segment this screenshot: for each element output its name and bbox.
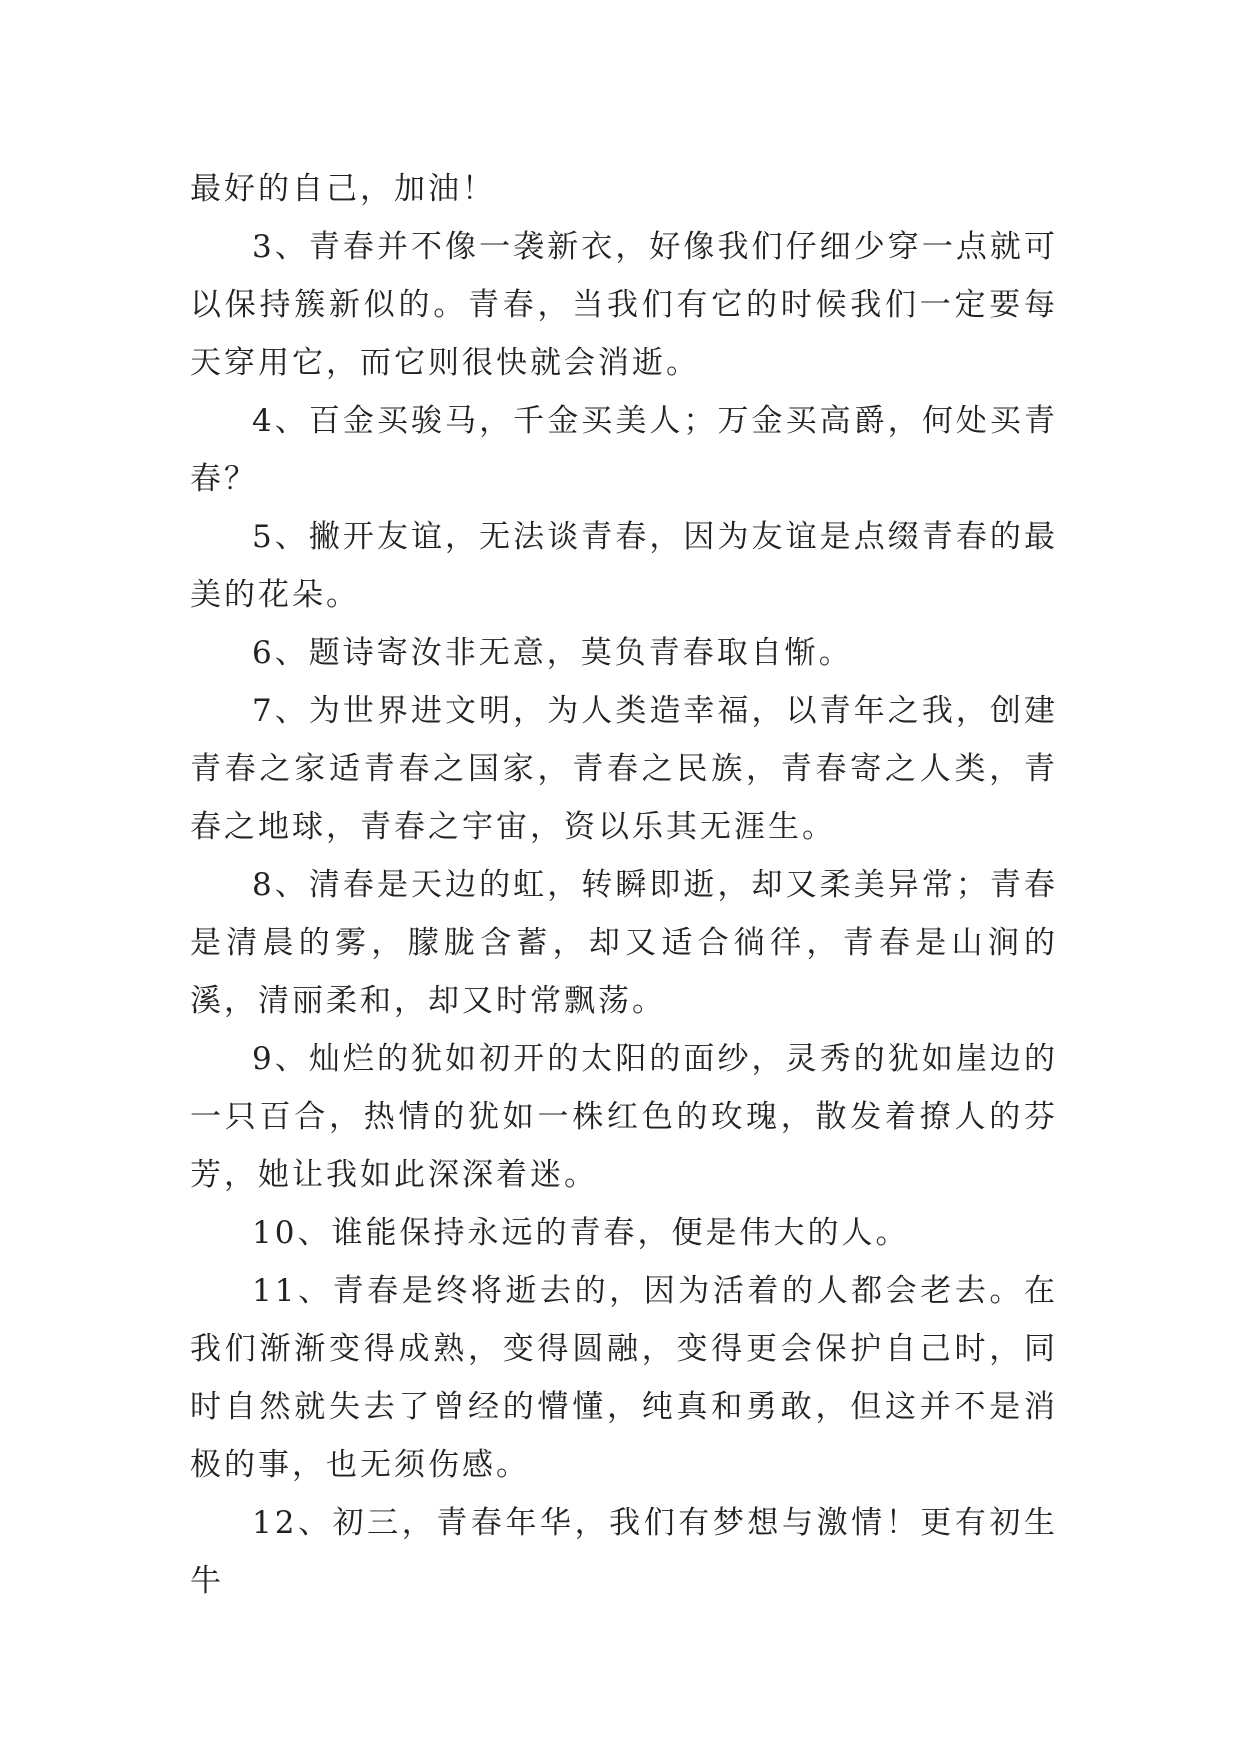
paragraph-item-8: 8、清春是天边的虹，转瞬即逝，却又柔美异常；青春是清晨的雾，朦胧含蓄，却又适合徜徉，青春是山涧的溪，清丽柔和，却又时常飘荡。	[190, 867, 1058, 1019]
paragraph-item-7: 7、为世界进文明，为人类造幸福，以青年之我，创建青春之家适青春之国家，青春之民族，青春寄之人类，青春之地球，青春之宇宙，资以乐其无涯生。	[190, 693, 1058, 845]
paragraph-item-10: 10、谁能保持永远的青春，便是伟大的人。	[252, 1215, 910, 1251]
paragraph-item-5: 5、撇开友谊，无法谈青春，因为友谊是点缀青春的最美的花朵。	[190, 519, 1058, 613]
document-body	[190, 160, 1058, 1610]
paragraph-item-3: 3、青春并不像一袭新衣，好像我们仔细少穿一点就可以保持簇新似的。青春，当我们有它的时候我们一定要每天穿用它，而它则很快就会消逝。	[190, 229, 1058, 381]
paragraph-continuation: 最好的自己，加油！	[190, 171, 496, 207]
paragraph-item-11: 11、青春是终将逝去的，因为活着的人都会老去。在我们渐渐变得成熟，变得圆融，变得更会保护自己时，同时自然就失去了曾经的懵懂，纯真和勇敢，但这并不是消极的事，也无须伤感。	[190, 1273, 1058, 1483]
paragraph-item-6: 6、题诗寄汝非无意，莫负青春取自惭。	[252, 635, 853, 671]
paragraph-item-4: 4、百金买骏马，千金买美人；万金买高爵，何处买青春？	[190, 403, 1058, 497]
paragraph-item-9: 9、灿烂的犹如初开的太阳的面纱，灵秀的犹如崖边的一只百合，热情的犹如一株红色的玫瑰，散发着撩人的芬芳，她让我如此深深着迷。	[190, 1041, 1058, 1193]
paragraph-item-12: 12、初三，青春年华，我们有梦想与激情！更有初生牛	[190, 1505, 1058, 1599]
